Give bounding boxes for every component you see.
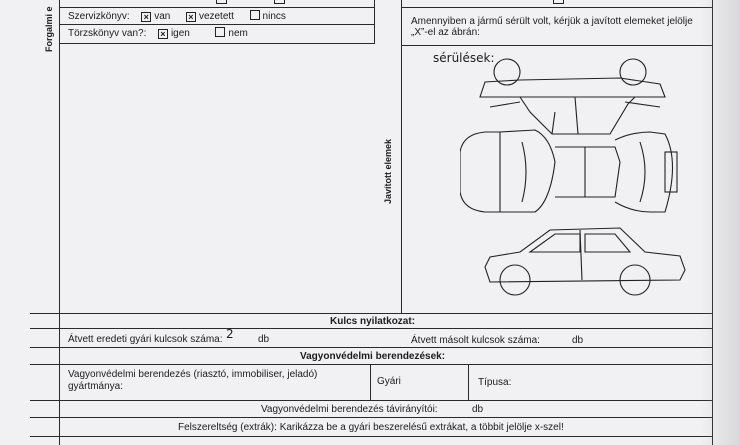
row-divider bbox=[60, 7, 374, 8]
service-book-label: Szervizkönyv: bbox=[68, 11, 130, 22]
copy-keys-unit: db bbox=[572, 335, 584, 346]
security-row-line bbox=[30, 400, 712, 401]
checkbox-nem[interactable] bbox=[215, 27, 225, 37]
top-right-line bbox=[401, 7, 712, 8]
security-bottom-line bbox=[30, 417, 712, 418]
top-right-line bbox=[401, 45, 712, 46]
car-damage-diagram[interactable] bbox=[460, 52, 690, 302]
original-keys-unit: db bbox=[258, 334, 270, 345]
option-nincs: nincs bbox=[262, 11, 286, 22]
extras-title: Felszereltség (extrák): Karikázza be a gyári beszerelésű extrákat, a többit jelölje x-szel! bbox=[178, 422, 564, 433]
original-keys-value[interactable]: 2 bbox=[226, 327, 234, 341]
page-edge-shadow bbox=[700, 0, 740, 445]
car-side-view bbox=[485, 228, 685, 295]
keys-top-line bbox=[30, 313, 712, 314]
handwritten-label: sérülések: bbox=[433, 51, 495, 65]
instruction-line-1: Amennyiben a jármű sérült volt, kérjük a javított elemeket jelölje bbox=[411, 16, 693, 27]
registration-row bbox=[68, 27, 248, 39]
option-vezetett: vezetett bbox=[198, 11, 234, 22]
checkbox-nincs[interactable] bbox=[250, 10, 260, 20]
option-igen: igen bbox=[170, 28, 190, 39]
registration-label: Törzskönyv van?: bbox=[68, 28, 147, 39]
instruction-line-2: „X”-el az ábrán: bbox=[411, 27, 480, 38]
security-title-line bbox=[30, 364, 712, 365]
row-divider bbox=[60, 43, 374, 44]
option-van: van bbox=[154, 11, 171, 22]
remote-unit: db bbox=[472, 404, 484, 415]
checkbox-vezetett[interactable]: × bbox=[186, 12, 196, 22]
security-col-divider bbox=[370, 364, 371, 400]
checkbox-igen[interactable]: × bbox=[158, 29, 168, 39]
original-keys-label: Átvett eredeti gyári kulcsok száma: bbox=[68, 334, 223, 345]
car-plan-view bbox=[460, 130, 677, 212]
keys-bottom-line bbox=[30, 347, 712, 348]
row-divider bbox=[60, 24, 374, 25]
diagram-left-border bbox=[401, 0, 402, 313]
security-maker-label-2: gyártmánya: bbox=[68, 381, 124, 392]
remote-label: Vagyonvédelmi berendezés távirányítói: bbox=[261, 404, 438, 415]
checkbox-partial[interactable] bbox=[553, 0, 564, 4]
copy-keys-label: Átvett másolt kulcsok száma: bbox=[411, 335, 540, 346]
checkbox-van[interactable]: × bbox=[141, 12, 151, 22]
sidebar-label: Forgalmi e bbox=[44, 6, 54, 52]
keys-title: Kulcs nyilatkozat: bbox=[330, 316, 416, 327]
security-maker-label-1: Vagyonvédelmi berendezés (riasztó, immobiliser, jeladó) bbox=[68, 369, 318, 380]
car-top-view bbox=[480, 59, 665, 134]
security-col-divider bbox=[468, 364, 469, 400]
type-label: Típusa: bbox=[478, 377, 512, 388]
keys-title-line bbox=[30, 328, 712, 329]
repaired-elements-label: Javított elemek bbox=[383, 138, 393, 204]
factory-option[interactable]: Gyári bbox=[377, 376, 401, 387]
security-title: Vagyonvédelmi berendezések: bbox=[300, 351, 446, 362]
option-nem: nem bbox=[228, 28, 248, 39]
checkbox-partial[interactable] bbox=[274, 0, 285, 4]
top-left-table-right bbox=[374, 0, 375, 44]
extras-line bbox=[30, 436, 712, 437]
checkbox-partial[interactable] bbox=[216, 0, 227, 4]
service-book-row bbox=[68, 10, 286, 22]
left-border bbox=[59, 0, 60, 445]
